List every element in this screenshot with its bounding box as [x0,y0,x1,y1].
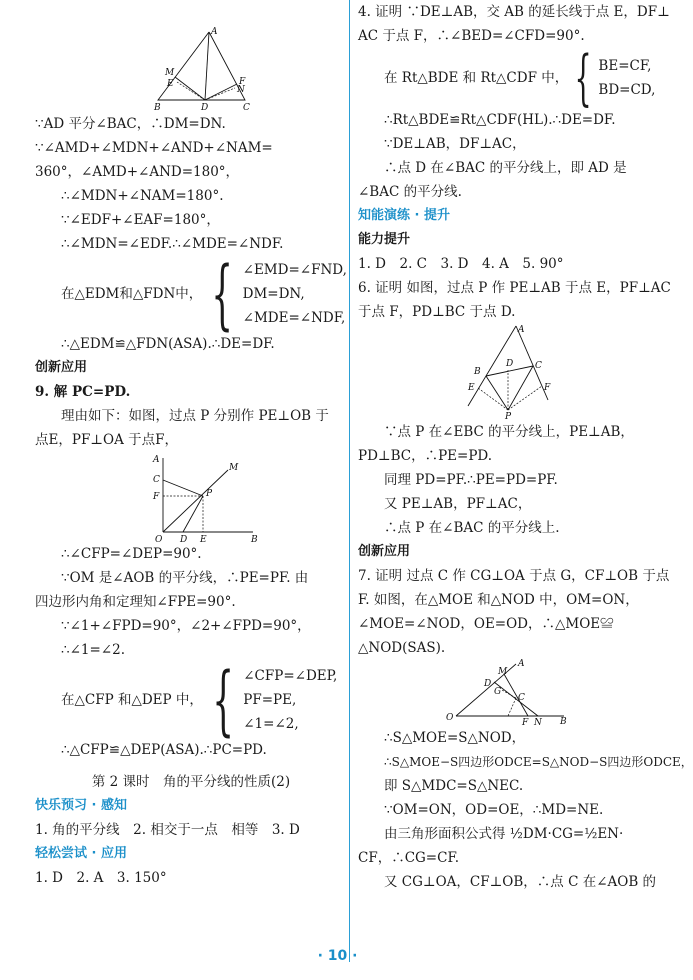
text-line: 6. 证明 如图，过点 P 作 PE⊥AB 于点 E，PF⊥AC [358,280,671,296]
svg-text:M: M [498,667,508,677]
text-line: F. 如图，在△MOE 和△NOD 中，OM=ON， [358,592,639,608]
svg-text:O: O [155,535,163,545]
column-divider [349,0,350,962]
svg-text:A: A [211,27,218,37]
svg-text:G: G [494,687,502,697]
text-line: 点E，PF⊥OA 于点F， [35,432,178,448]
text-line: ∴△CFP≌△DEP(ASA).∴PC=PD. [61,742,267,758]
text-line: 360°，∠AMD+∠AND=180°， [35,164,240,180]
text-line: 又 PE⊥AB，PF⊥AC， [384,496,532,512]
svg-text:B: B [560,717,567,727]
svg-text:D: D [506,359,514,369]
text-line: ∵OM=ON，OD=OE，∴MD=NE. [384,802,604,818]
section-heading: 轻松尝试 · 应用 [35,846,127,861]
text-line: 7. 证明 过点 C 作 CG⊥OA 于点 G，CF⊥OB 于点 [358,568,670,584]
svg-text:C: C [243,103,250,113]
brace-icon: { [211,249,234,338]
svg-text:D: D [201,103,209,113]
svg-text:M: M [165,68,175,78]
svg-text:F: F [544,383,551,393]
text-line: AC 于点 F，∴∠BED=∠CFD=90°. [358,28,585,44]
text-line: ∵∠1+∠FPD=90°，∠2+∠FPD=90°， [61,618,311,634]
svg-text:F: F [153,492,160,502]
lesson-title: 第 2 课时 角的平分线的性质(2) [91,774,291,790]
text-line: ∠BAC 的平分线. [358,184,462,200]
figure-angle-mon [446,660,566,726]
subsection-heading: 能力提升 [358,232,411,247]
figure-angle-aob [153,452,258,545]
svg-text:A: A [518,325,525,335]
case-intro: 在△EDM和△FDN中， [61,286,203,302]
case-block [358,43,658,113]
page-number: · 10 · [317,948,358,964]
text-line: 9. 解 PC=PD. [35,384,131,400]
text-line: ∵AD 平分∠BAC，∴DM=DN. [35,116,226,132]
text-line: △NOD(SAS). [358,640,446,656]
text-line: ∴点 P 在∠BAC 的平分线上. [384,520,560,536]
text-line: ∵DE⊥AB，DF⊥AC， [384,136,526,152]
svg-text:F: F [522,718,529,728]
text-line: ∴S△MOE=S△NOD， [384,730,526,746]
svg-text:C: C [518,693,525,703]
svg-text:E: E [167,79,174,89]
case-block [35,655,347,744]
text-line: 同理 PD=PF.∴PE=PD=PF. [384,472,558,488]
text-line: ∵∠AMD+∠MDN+∠AND+∠NAM= [35,140,273,156]
svg-text:A: A [153,455,160,465]
text-line: 四边形内角和定理知∠FPE=90°. [35,594,236,610]
svg-text:N: N [534,718,542,728]
text-line: 又 CG⊥OA，CF⊥OB，∴点 C 在∠AOB 的 [384,874,657,890]
svg-text:N: N [237,85,245,95]
case-line: ∠CFP=∠DEP, [243,668,338,684]
svg-text:E: E [468,383,475,393]
text-line: ∠MOE=∠NOD，OE=OD，∴△MOE≌ [358,616,614,632]
text-line: ∵OM 是∠AOB 的平分线，∴PE=PF. 由 [61,570,309,586]
svg-text:C: C [153,475,160,485]
svg-text:M: M [229,463,239,473]
svg-text:P: P [206,489,213,499]
text-line: ∴∠MDN+∠NAM=180°. [61,188,224,204]
text-line: 1. D 2. C 3. D 4. A 5. 90° [358,256,564,272]
text-line: ∴△EDM≌△FDN(ASA).∴DE=DF. [61,336,275,352]
figure-triangle-abc [155,26,265,112]
text-line: ∴∠1=∠2. [61,642,125,658]
case-intro: 在△CFP 和△DEP 中， [61,692,203,708]
text-line: CF，∴CG=CF. [358,850,460,866]
section-heading: 创新应用 [35,360,88,375]
left-column [35,0,347,890]
case-line: ∠1=∠2, [243,716,299,732]
brace-icon: { [574,43,592,113]
svg-text:B: B [154,103,161,113]
figure-triangle-bisector [458,324,558,420]
case-line: DM=DN, [242,286,305,302]
case-line: ∠MDE=∠NDF, [242,310,346,326]
text-line: 于点 F，PD⊥BC 于点 D. [358,304,516,320]
text-line: 4. 证明 ∵DE⊥AB，交 AB 的延长线于点 E，DF⊥ [358,4,670,20]
svg-text:O: O [446,713,454,723]
section-heading: 创新应用 [358,544,411,559]
case-block [35,249,347,338]
section-heading: 知能演练 · 提升 [358,208,450,223]
section-heading: 快乐预习 · 感知 [35,798,127,813]
case-line: BE=CF, [598,58,652,74]
text-line: ∴∠CFP=∠DEP=90°. [61,546,202,562]
text-line: ∵∠EDF+∠EAF=180°， [61,212,220,228]
svg-text:A: A [518,659,525,669]
text-line: ∵点 P 在∠EBC 的平分线上，PE⊥AB， [384,424,634,440]
case-intro: 在 Rt△BDE 和 Rt△CDF 中， [384,70,569,86]
svg-text:B: B [251,535,258,545]
svg-text:P: P [505,412,512,422]
svg-text:E: E [200,535,207,545]
brace-icon: { [212,655,234,744]
text-line: 由三角形面积公式得 ½DM·CG=½EN· [384,826,624,842]
svg-text:D: D [180,535,188,545]
case-line: PF=PE, [243,692,297,708]
case-line: ∠EMD=∠FND, [242,262,347,278]
svg-text:C: C [535,361,542,371]
text-line: PD⊥BC，∴PE=PD. [358,448,493,464]
right-column [358,0,693,894]
text-line: ∴S△MOE−S四边形ODCE=S△NOD−S四边形ODCE， [384,755,693,769]
text-line: 即 S△MDC=S△NEC. [384,778,524,794]
svg-text:B: B [474,367,481,377]
text-line: ∴∠MDN=∠EDF.∴∠MDE=∠NDF. [61,236,284,252]
text-line: 1. D 2. A 3. 150° [35,870,167,886]
text-line: 1. 角的平分线 2. 相交于一点 相等 3. D [35,822,300,838]
svg-text:F: F [239,77,246,87]
text-line: ∴点 D 在∠BAC 的平分线上，即 AD 是 [384,160,627,176]
case-line: BD=CD, [598,82,656,98]
svg-text:D: D [484,679,492,689]
text-line: 理由如下：如图，过点 P 分别作 PE⊥OB 于 [61,408,329,424]
text-line: ∴Rt△BDE≌Rt△CDF(HL).∴DE=DF. [384,112,616,128]
